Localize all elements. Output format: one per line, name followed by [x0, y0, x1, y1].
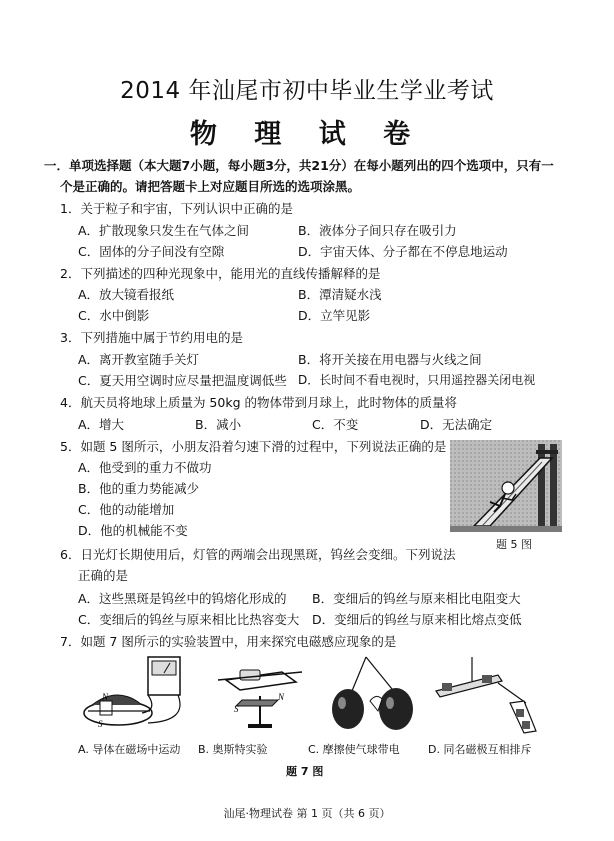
section-header-line2: 个是正确的。请把答题卡上对应题目所选的选项涂黑。: [60, 179, 361, 194]
needle-n-label: N: [278, 692, 285, 702]
question-6-option-d: D．变细后的钨丝与原来相比熔点变低: [312, 612, 522, 627]
figure-7b-oersted-apparatus: [212, 660, 308, 732]
figure-5-slide-illustration: [450, 440, 562, 532]
question-2-option-b: B．潭清疑水浅: [298, 287, 382, 302]
question-6-option-a: A．这些黑斑是钨丝中的钨熔化形成的: [78, 591, 287, 606]
question-3-option-c: C．夏天用空调时应尽量把温度调低些: [78, 373, 287, 388]
question-6-option-c: C．变细后的钨丝与原来相比比热容变大: [78, 612, 300, 627]
question-4-option-c: C．不变: [312, 417, 359, 432]
question-2-option-c: C．水中倒影: [78, 308, 150, 323]
figure-7c-charged-balloons: [330, 655, 420, 737]
figure-7-option-d-label: D. 同名磁极互相排斥: [428, 743, 532, 756]
figure-7-option-a-label: A. 导体在磁场中运动: [78, 743, 181, 756]
section-header-line1: 一．单项选择题（本大题7小题，每小题3分，共21分）在每小题列出的四个选项中，只有一: [44, 158, 554, 173]
question-3-option-a: A．离开教室随手关灯: [78, 352, 200, 367]
figure-7-option-b-label: B. 奥斯特实验: [198, 743, 268, 756]
figure-7-option-c-label: C. 摩擦使气球带电: [308, 743, 400, 756]
exam-title: 2014 年汕尾市初中毕业生学业考试: [120, 78, 494, 104]
question-3-option-d: D．长时间不看电视时，只用遥控器关闭电视: [298, 373, 536, 387]
figure-7a-induction-apparatus: [78, 655, 196, 733]
question-1-option-b: B．液体分子间只存在吸引力: [298, 223, 457, 238]
question-6-option-b: B．变细后的钨丝与原来相比电阻变大: [312, 591, 521, 606]
exam-subtitle: 物 理 试 卷: [189, 119, 425, 150]
question-7-stem: 7．如题 7 图所示的实验装置中，用来探究电磁感应现象的是: [60, 634, 397, 649]
magnet-s-label: S: [98, 719, 103, 729]
question-1-option-a: A．扩散现象只发生在气体之间: [78, 223, 250, 238]
question-1-stem: 1．关于粒子和宇宙，下列认识中正确的是: [60, 201, 293, 216]
question-6-stem: 6．日光灯长期使用后，灯管的两端会出现黑斑，钨丝会变细。下列说法: [60, 547, 456, 562]
question-5-option-a: A．他受到的重力不做功: [78, 460, 212, 475]
question-5-option-d: D．他的机械能不变: [78, 523, 188, 538]
question-5-stem: 5．如题 5 图所示，小朋友沿着匀速下滑的过程中，下列说法正确的是: [60, 439, 447, 454]
question-4-option-d: D．无法确定: [420, 417, 493, 432]
figure-5-caption: 题 5 图: [496, 538, 532, 551]
page-footer: 汕尾·物理试卷 第 1 页（共 6 页）: [223, 807, 391, 820]
question-4-stem: 4．航天员将地球上质量为 50kg 的物体带到月球上，此时物体的质量将: [60, 395, 457, 410]
question-2-option-d: D．立竿见影: [298, 308, 371, 323]
question-1-option-d: D．宇宙天体、分子都在不停息地运动: [298, 244, 508, 259]
question-3-stem: 3．下列措施中属于节约用电的是: [60, 330, 243, 345]
figure-7-caption: 题 7 图: [286, 765, 324, 778]
question-6-stem-continued: 正确的是: [78, 568, 129, 583]
magnet-n-label: N: [102, 692, 109, 702]
question-5-option-c: C．他的动能增加: [78, 502, 175, 517]
figure-7d-magnets-repel: [432, 655, 544, 737]
question-2-option-a: A．放大镜看报纸: [78, 287, 175, 302]
needle-s-label: S: [234, 704, 239, 714]
question-2-stem: 2．下列描述的四种光现象中，能用光的直线传播解释的是: [60, 266, 381, 281]
question-1-option-c: C．固体的分子间没有空隙: [78, 244, 225, 259]
question-3-option-b: B．将开关接在用电器与火线之间: [298, 352, 482, 367]
question-4-option-b: B．减小: [195, 417, 242, 432]
question-5-option-b: B．他的重力势能减少: [78, 481, 200, 496]
question-4-option-a: A．增大: [78, 417, 125, 432]
